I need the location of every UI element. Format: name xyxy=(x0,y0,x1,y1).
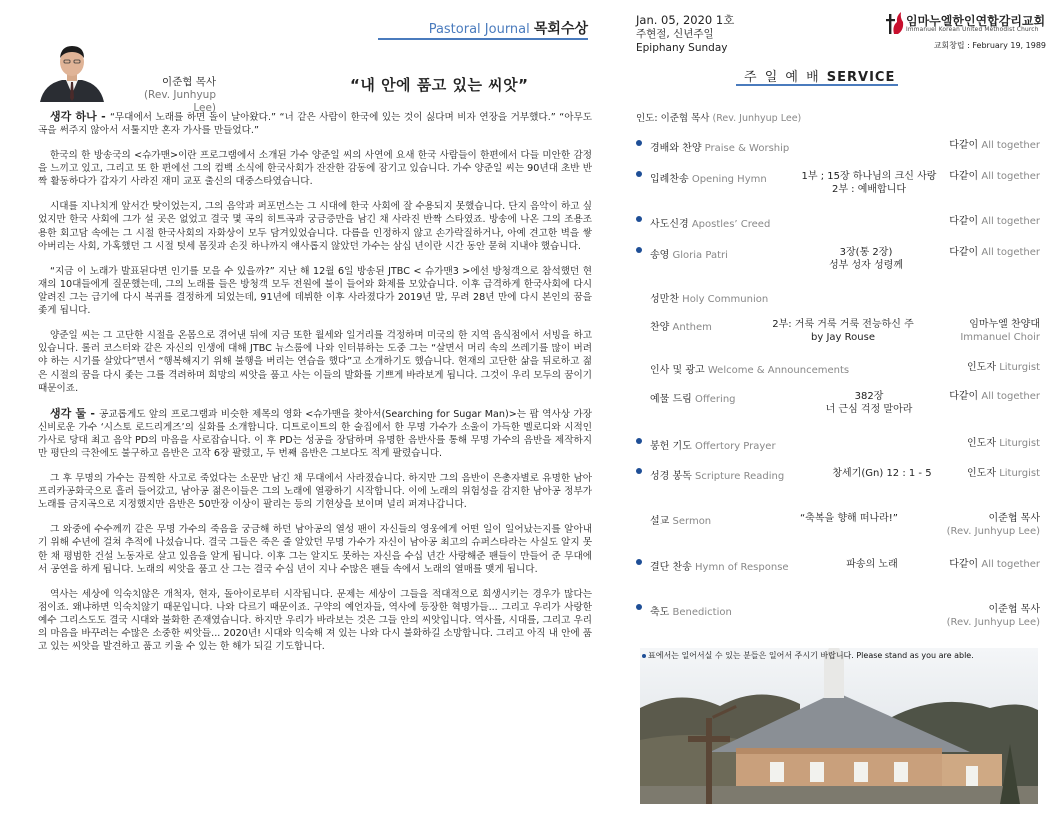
church-name-ko: 임마누엘한인연합감리교회 xyxy=(906,14,1046,28)
order-item-leader-ko: 다같이 xyxy=(949,216,979,227)
order-item-leader-ko: 임마누엘 찬양대 xyxy=(969,319,1040,330)
leader-ko: 인도: 이준협 목사 xyxy=(636,113,710,124)
order-item-leader-en: Liturgist xyxy=(999,468,1040,479)
order-item-name-en: Benediction xyxy=(672,607,732,618)
cross-and-flame-icon xyxy=(886,10,904,36)
order-item-leader-en: Liturgist xyxy=(999,362,1040,373)
order-item-name-ko: 봉헌 기도 xyxy=(650,441,692,452)
order-item-name xyxy=(650,170,767,185)
article-paragraph xyxy=(38,588,592,654)
paragraph-text: 그 와중에 수수께끼 같은 무명 가수의 죽음을 궁금해 하던 남아공의 열성 팬이 자신들의 영웅에게 어떤 일이 일어났는지를 알아내기 위해 수년에 걸쳐 추적에 나섰습니다. 결국 그들은 죽은 줄 알았던 무명 가수가 자신이 남아공 최고의 슈퍼스타라는 사실도 알지 못한 채 평범한 건설 노동자로 살고 있음을 알게 됩니다. 이후 그는 알지도 못하는 자신을 수십 년간 사랑해준 팬들이 만들어 준 무대에서 공연을 하게 됩니다. 노래의 씨앗을 품고 산 그는 결국 수십 년이 지나 수많은 팬들 속에서 노래의 열매를 맺게 됩니다. xyxy=(38,524,592,575)
order-item-detail xyxy=(750,318,936,344)
bullet-icon xyxy=(636,140,642,146)
order-item-leader-ko: 다같이 xyxy=(949,171,979,182)
church-name-en: Immanuel Korean United Methodist Church xyxy=(906,27,1039,33)
article-paragraph xyxy=(38,110,592,137)
order-item-name-en: Offering xyxy=(695,394,736,405)
paragraph-text: 시대를 지나치게 앞서간 탓이었는지, 그의 음악과 퍼포먼스는 그 시대에 한국 사회에 잘 수용되지 못했습니다. 단지 음악이 하고 싶었지만 한국 사회에 그가 설 곳은 없었고 결국 몇 곡의 히트곡과 궁금증만을 남긴 채 사라진 반짝 스타였죠. 방송에 나온 그의 조용조용한 회고담 속에는 그 시절 한국사회의 자화상이 모두 담겨있었습니다. 다름을 인정하지 않고 손가락질하거나, 아예 견고한 벽을 쌓아버리는 사회, 가혹했던 그 시절 텃세 몸짓과 손짓 하나까지 얘사롭지 않았던 가수는 삼십 년이란 시간 동안 묻혀 지내야 했습니다. xyxy=(38,201,592,252)
journal-label-en: Pastoral Journal xyxy=(428,22,530,37)
order-item-leader xyxy=(949,390,1040,403)
paragraph-lead: 생각 둘 - xyxy=(50,406,100,420)
order-item-leader xyxy=(949,170,1040,183)
order-item-leader-ko: 다같이 xyxy=(949,247,979,258)
order-item-leader-en: All together xyxy=(981,216,1040,227)
author-name-en: (Rev. Junhyup Lee) xyxy=(143,89,216,114)
order-item-name-en: Welcome & Announcements xyxy=(707,365,850,376)
order-item-leader-en: All together xyxy=(981,140,1040,151)
order-item-name-en: Scripture Reading xyxy=(695,471,785,482)
order-item-leader xyxy=(967,437,1040,450)
bullet-icon xyxy=(636,468,642,474)
journal-header xyxy=(429,18,588,38)
worship-bulletin-page xyxy=(636,0,1046,816)
order-item-detail-line: 2부 : 예배합니다 xyxy=(831,184,907,195)
service-leader xyxy=(636,110,801,124)
order-item-leader-ko: 다같이 xyxy=(949,391,979,402)
stand-note-text: 표에서는 일어서실 수 있는 분들은 일어서 주시기 바랍니다. Please stand as you are able. xyxy=(648,651,974,660)
order-item-name xyxy=(650,467,784,482)
author-photo xyxy=(34,40,110,102)
bullet-icon xyxy=(636,216,642,222)
order-item-leader-en: Liturgist xyxy=(999,438,1040,449)
order-item-detail xyxy=(784,170,954,196)
order-item-name-en: Anthem xyxy=(672,322,712,333)
bullet-icon xyxy=(636,171,642,177)
paragraph-text: 공교롭게도 앞의 프로그램과 비슷한 제목의 영화 <슈가맨을 찾아서(Searching for Sugar Man)>는 팝 역사상 가장 신비로운 가수 ‘시스토 로드리게즈’의 실화를 소개합니다. 디트로이트의 한 술집에서 한 무명 가수가 소울이 가득한 멜로디와 시적인 가사로 당대 최고 음악 PD의 마음을 사로잡습니다. 이 후 PD는 성공을 장담하며 유명한 음반사를 통해 무명 가수의 음반을 제작하지만 평단의 극찬에도 불구하고 음반은 고작 6장 팔렸고, 두 번째 음반은 그보다도 적게 팔렸습니다. xyxy=(38,408,592,460)
article-body xyxy=(38,110,592,665)
paragraph-text: “지금 이 노래가 발표된다면 인기를 모을 수 있을까?” 지난 해 12월 6일 방송된 JTBC < 슈가맨3 >에선 방청객으로 참석했던 현재의 10대들에게 질문했는데, 그의 노래를 들은 방청객 모두 전원에 불이 들어와 화제를 모았습니다. 이후 급격하게 한국사회에 다시 알려진 그는 급기에 다시 복귀를 결정하게 되었는데, 91년에 데뷔한 이후 사라졌다가 2019년 말, 무려 28년 만에 다시 본인의 꿈을 좇게 됩니다. xyxy=(38,265,592,317)
paragraph-text: 역사는 세상에 익숙치않은 개척자, 현자, 돌아이로부터 시작됩니다. 문제는 세상이 그들을 적대적으로 희생시키는 경우가 많다는 점이죠. 왜냐하면 익숙치않기 때문입니다. 나와 다르기 때문이죠. 구약의 예언자들, 역사에 등장한 혁명가들... 그리고 우리가 사랑한 예수 그리스도도 결국 시대와 불화한 존재였습니다. 하지만 우리가 바라보는 것은 그들 안의 씨앗입니다. 역사를, 시대를, 그리고 우리의 마음을 바꾸려는 수많은 소중한 씨앗들... 2020년! 시대와 익숙해 져 있는 나와 다시 불화하길 소망합니다. 그리고 아직 내 안에 품고 있는 씨앗을 발견하고 품고 키울 수 있는 한 해가 되길 기도합니다. xyxy=(38,588,592,653)
church-photo xyxy=(640,648,1038,804)
order-item-leader xyxy=(949,215,1040,228)
order-item-name xyxy=(650,215,770,230)
order-item-name-en: Praise & Worship xyxy=(704,143,790,154)
order-item-name-ko: 결단 찬송 xyxy=(650,562,692,573)
sunday-name-en: Epiphany Sunday xyxy=(636,42,728,54)
journal-header-rule xyxy=(378,38,588,40)
order-item-leader xyxy=(947,603,1040,629)
issue-date: Jan. 05, 2020 1호 xyxy=(636,13,735,27)
order-item-leader-en: All together xyxy=(981,559,1040,570)
article-paragraph xyxy=(38,407,592,461)
order-item-leader xyxy=(967,361,1040,374)
order-item-name-en: Sermon xyxy=(672,516,712,527)
sunday-name-ko: 주현절, 신년주일 xyxy=(636,28,714,40)
article-title: “내 안에 품고 있는 씨앗” xyxy=(350,76,529,94)
order-item-name xyxy=(650,139,789,154)
order-item-leader-en: All together xyxy=(981,171,1040,182)
bullet-icon xyxy=(636,438,642,444)
article-paragraph xyxy=(38,523,592,576)
order-item-name-en: Offertory Prayer xyxy=(695,441,776,452)
order-item-name xyxy=(650,512,711,527)
order-item-detail-line: 1부 ; 15장 하나님의 크신 사랑 xyxy=(801,171,937,182)
paragraph-text: 그 후 무명의 가수는 끔찍한 사고로 죽었다는 소문만 남긴 채 무대에서 사라졌습니다. 하지만 그의 음반이 은총자별로 유명한 남아프리카공화국으로 흘러 들어갔고, 남아공 젊은이들은 그의 노래에 열광하기 시작합니다. 이에 노래의 위험성을 감지한 남아공 정부가 노래를 금지곡으로 지정했지만 음반은 50만장 이상이 팔리는 등의 기현상을 보이며 널리 퍼져나갑니다. xyxy=(38,473,592,511)
article-paragraph xyxy=(38,149,592,189)
order-item-name-en: Opening Hymn xyxy=(691,174,767,185)
order-item-detail-line: 2부: 거룩 거룩 거룩 전능하신 주 xyxy=(772,319,914,330)
order-item-name-en: Holy Communion xyxy=(682,294,769,305)
order-item-name-en: Gloria Patri xyxy=(672,250,728,261)
service-title xyxy=(744,66,895,85)
order-item-detail xyxy=(822,467,942,480)
order-item-leader xyxy=(949,139,1040,152)
order-item-name-ko: 설교 xyxy=(650,516,670,527)
order-item-name-ko: 입례찬송 xyxy=(650,174,689,185)
article-paragraph xyxy=(38,472,592,512)
order-item-name-ko: 송영 xyxy=(650,250,670,261)
founded-date: 교회창립 : February 19, 1989 xyxy=(933,41,1046,50)
order-item-name xyxy=(650,603,732,618)
order-item-name xyxy=(650,437,776,452)
paragraph-text: 양준일 씨는 그 고단한 시절을 온몸으로 겪어낸 뒤에 지금 또한 월세와 일거리를 걱정하며 미국의 한 지역 음식점에서 서빙을 하고 있습니다. 롤러 코스터와 같은 자신의 인생에 대해 JTBC 뉴스룸에 나와 인터뷰하는 도중 그는 “살면서 머리 속의 쓰레기를 많이 버려야 하는 시기를 살았다”면서 “행복해지기 위해 불행을 버리는 연습을 했다”고 소개하기도 했습니다. 현재의 고단한 삶을 뒤로하고 젊은 시절의 꿈을 다시 좇는 그를 격려하며 희망의 씨앗을 품고 사는 이들의 발화를 기쁘게 바라보게 됩니다. 그것이 우리 모두의 꿈이기 때문이죠. xyxy=(38,330,592,394)
order-item-leader xyxy=(947,512,1040,538)
order-item-leader-sub: Immanuel Choir xyxy=(960,332,1040,343)
article-paragraph xyxy=(38,200,592,253)
bullet-icon xyxy=(636,559,642,565)
order-item-leader-sub: (Rev. Junhyup Lee) xyxy=(946,617,1040,628)
order-item-name-en: Apostles’ Creed xyxy=(691,219,771,230)
order-item-name-ko: 예물 드림 xyxy=(650,394,692,405)
service-title-ko: 주 일 예 배 xyxy=(744,70,821,85)
order-item-detail-line: 382장 xyxy=(854,391,884,402)
order-item-name-ko: 사도신경 xyxy=(650,219,689,230)
order-item-name xyxy=(650,246,728,261)
order-item-leader xyxy=(949,246,1040,259)
order-item-leader-ko: 이준협 목사 xyxy=(988,513,1040,524)
order-item-detail-line: 3장(통 2장) xyxy=(839,247,893,258)
order-item-leader xyxy=(960,318,1040,344)
paragraph-lead: 생각 하나 - xyxy=(50,110,110,123)
order-item-name-ko: 찬양 xyxy=(650,322,670,333)
order-item-name-ko: 축도 xyxy=(650,607,670,618)
bullet-icon xyxy=(636,247,642,253)
bullet-icon xyxy=(636,604,642,610)
order-item-leader-ko: 인도자 xyxy=(967,468,996,479)
order-item-detail-line: 성부 성자 성령께 xyxy=(829,260,903,271)
issue-info xyxy=(636,13,734,55)
pastoral-journal-page xyxy=(20,0,592,816)
service-title-rule xyxy=(736,84,898,86)
order-item-leader-ko: 인도자 xyxy=(967,438,996,449)
order-item-name-ko: 인사 및 광고 xyxy=(650,365,705,376)
service-title-en: SERVICE xyxy=(826,70,896,85)
leader-en: (Rev. Junhyup Lee) xyxy=(712,113,802,124)
order-item-name xyxy=(650,361,849,376)
order-item-name xyxy=(650,390,736,405)
order-item-detail-line: 파송의 노래 xyxy=(846,559,898,570)
order-item-name-ko: 경배와 찬양 xyxy=(650,143,702,154)
order-item-detail xyxy=(811,246,921,272)
order-item-detail xyxy=(804,390,934,416)
order-item-leader-ko: 이준협 목사 xyxy=(988,604,1040,615)
order-item-name xyxy=(650,558,789,573)
stand-note xyxy=(642,650,974,661)
order-item-leader xyxy=(967,467,1040,480)
order-item-detail-line: by Jay Rouse xyxy=(811,332,875,343)
stand-note-bullet-icon xyxy=(642,654,646,658)
order-item-detail-line: “축복을 향해 떠나라!” xyxy=(799,513,898,524)
order-item-name xyxy=(650,290,768,305)
journal-label-ko: 목회수상 xyxy=(533,21,588,37)
order-item-name-en: Hymn of Response xyxy=(695,562,789,573)
article-paragraph xyxy=(38,329,592,395)
order-item-leader-ko: 다같이 xyxy=(949,559,979,570)
order-item-leader xyxy=(949,558,1040,571)
order-item-name-ko: 성만찬 xyxy=(650,294,679,305)
order-item-name-ko: 성경 봉독 xyxy=(650,471,692,482)
order-item-name xyxy=(650,318,712,333)
order-item-leader-en: All together xyxy=(981,247,1040,258)
paragraph-text: 한국의 한 방송국의 <슈가맨>이란 프로그램에서 소개된 가수 양준일 씨의 사연에 요새 한국 사람들이 한편에서 다들 미안한 감정을 느끼고 있고, 그리고 또 한 편에선 그의 컴백 소식에 한국사회가 잔잔한 감동에 잠기고 있습니다. 가수 양준일 씨는 90년대 초반 반짝 활동하다가 갑자기 사라진 재미 교포 출신의 대중스타였습니다. xyxy=(38,150,592,188)
order-item-leader-ko: 다같이 xyxy=(949,140,979,151)
order-item-leader-sub: (Rev. Junhyup Lee) xyxy=(946,526,1040,537)
order-item-leader-ko: 인도자 xyxy=(967,362,996,373)
order-item-detail xyxy=(828,558,916,571)
author-name-ko: 이준협 목사 xyxy=(161,76,216,88)
article-paragraph xyxy=(38,265,592,318)
order-item-leader-en: All together xyxy=(981,391,1040,402)
order-item-detail-line: 창세기(Gn) 12 : 1 - 5 xyxy=(832,468,932,479)
paragraph-text: “무대에서 노래를 하면 돌이 날아왔다.” “너 같은 사람이 한국에 있는 것이 싫다며 비자 연장을 거부했다.” “아무도 곡을 써주지 않아서 서툴지만 혼자 가사를 만들었다.” xyxy=(38,112,592,137)
order-item-detail-line: 너 근심 걱정 말아라 xyxy=(825,404,913,415)
order-item-detail xyxy=(774,512,924,525)
